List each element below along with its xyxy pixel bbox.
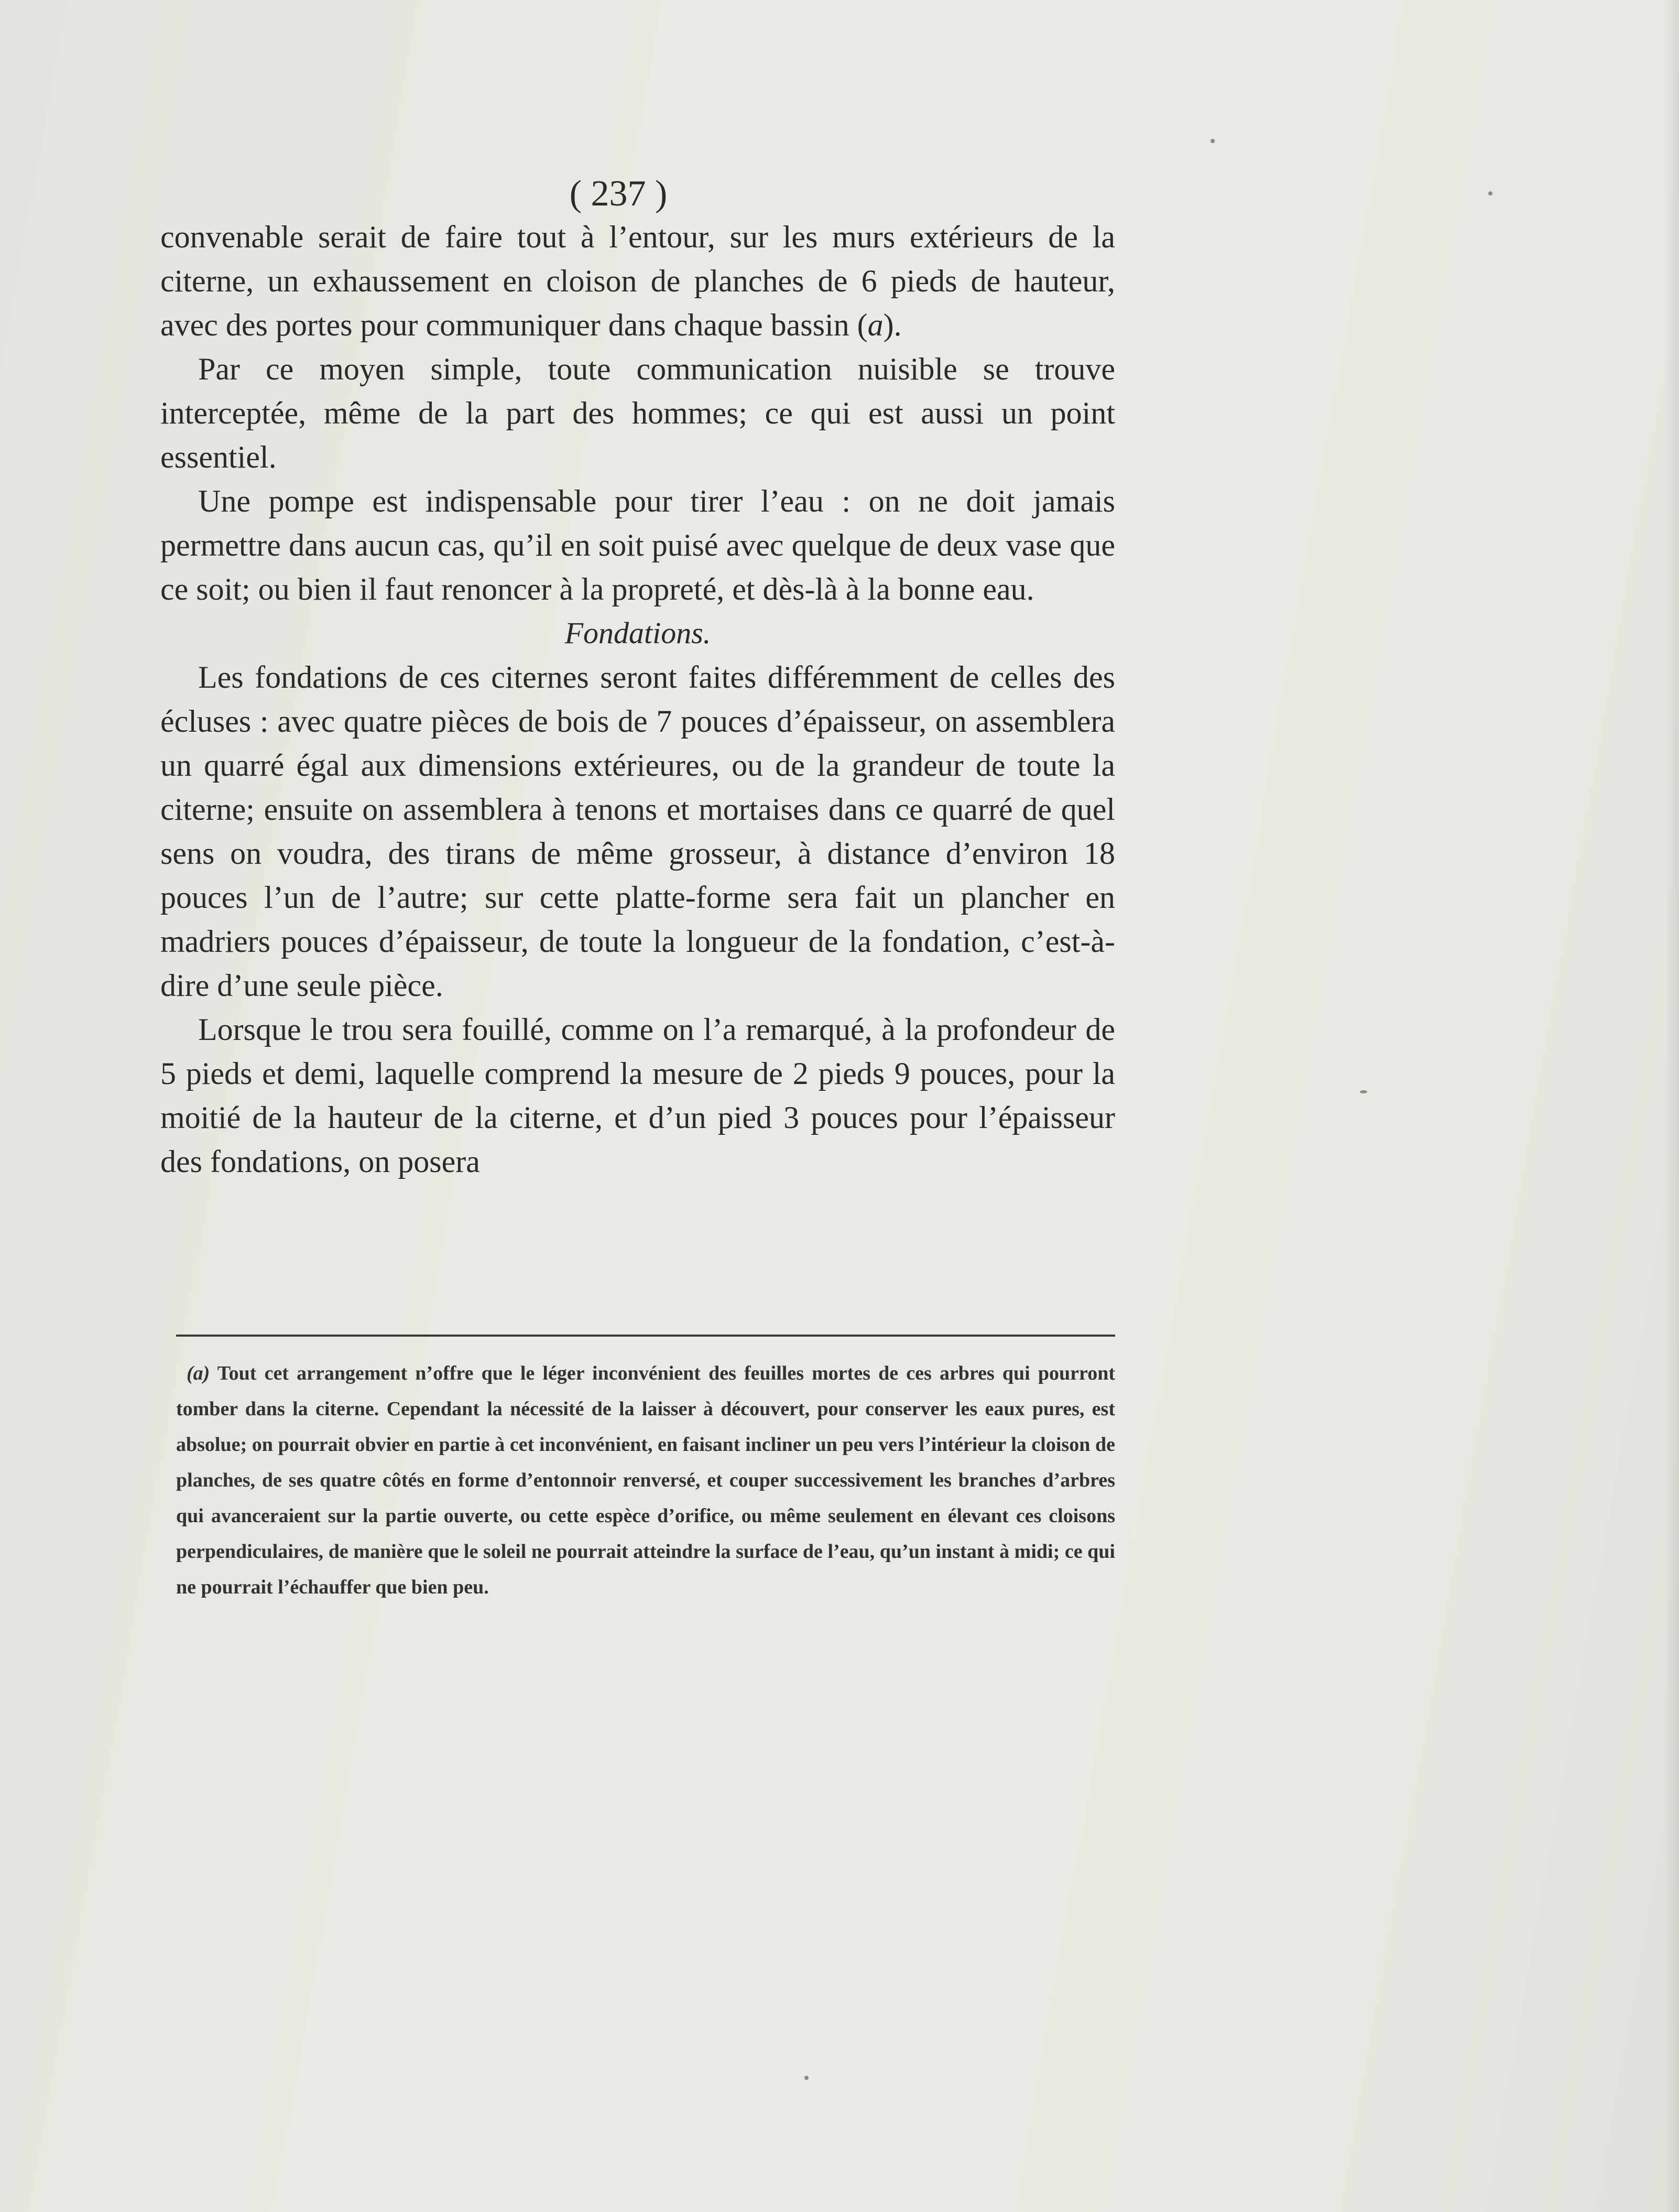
paragraph: Les fondations de ces citernes seront faites différemment de celles des écluses : avec quatre pièces de bois de 7 pouces d’épaisseur, on assemblera un quarré égal aux dimensions extérieures, ou de la grandeur de toute la citerne; ensuite on assemblera à tenons et mortaises dans ce quarré de quel sens on voudra, des tirans de même grosseur, à distance d’environ 18 pouces l’un de l’autre; sur cette platte-forme sera fait un plancher en madriers pouces d’épaisseur, de toute la longueur de la fondation, c’est-à-dire d’une seule pièce. (160, 660, 1115, 1003)
page-edge-shadow (1664, 0, 1679, 2212)
paragraph: Par ce moyen simple, toute communication nuisible se trouve interceptée, même de la part des hommes; ce qui est aussi un point essentiel. (160, 352, 1115, 474)
note-reference: a (867, 308, 884, 342)
paragraph-continued (160, 215, 1115, 347)
paragraph: Une pompe est indispensable pour tirer l’eau : on ne doit jamais permettre dans aucun cas, qu’il en soit puisé avec quelque de deux vase que ce soit; ou bien il faut renoncer à la propreté, et dès-là à la bonne eau. (160, 484, 1115, 606)
paper-speck (804, 2076, 809, 2080)
paper-speck (1360, 1090, 1367, 1093)
footnote-marker: (a) (187, 1362, 210, 1384)
footnote-text: Tout cet arrangement n’offre que le léger inconvénient des feuilles mortes de ces arbres qui pourront tomber dans la citerne. Cependant la nécessité de la laisser à découvert, pour conserver les eaux pures, est absolue; on pourrait obvier en partie à cet inconvénient, en faisant incliner un peu vers l’intérieur la cloison de planches, de ses quatre côtés en forme d’entonnoir renversé, et couper successivement les branches d’arbres qui avanceraient sur la partie ouverte, ou cette espèce d’orifice, ou même seulement en élevant ces cloisons perpendiculaires, de manière que le soleil ne pourrait atteindre la surface de l’eau, qu’un instant à midi; ce qui ne pourrait l’échauffer que bien peu. (176, 1362, 1115, 1598)
footnote-divider (176, 1335, 1115, 1337)
footnote-paragraph (176, 1356, 1115, 1605)
paper-speck (1488, 191, 1492, 196)
paragraph-text-end: ). (883, 308, 902, 342)
section-heading: Fondations. (564, 616, 711, 650)
paragraph: Lorsque le trou sera fouillé, comme on l’a remarqué, à la profondeur de 5 pieds et demi, laquelle comprend la mesure de 2 pieds 9 pouces, pour la moitié de la hauteur de la citerne, et d’un pied 3 pouces pour l’épaisseur des fondations, on posera (160, 1012, 1115, 1179)
page-number: ( 237 ) (569, 174, 668, 214)
paper-speck (1211, 139, 1215, 143)
paragraph-text: convenable serait de faire tout à l’entour, sur les murs extérieurs de la citerne, un exhaussement en cloison de planches de 6 pieds de hauteur, avec des portes pour communiquer dans chaque bassin ( (160, 220, 1115, 342)
footnote (176, 1356, 1115, 1605)
main-text (160, 215, 1115, 1184)
